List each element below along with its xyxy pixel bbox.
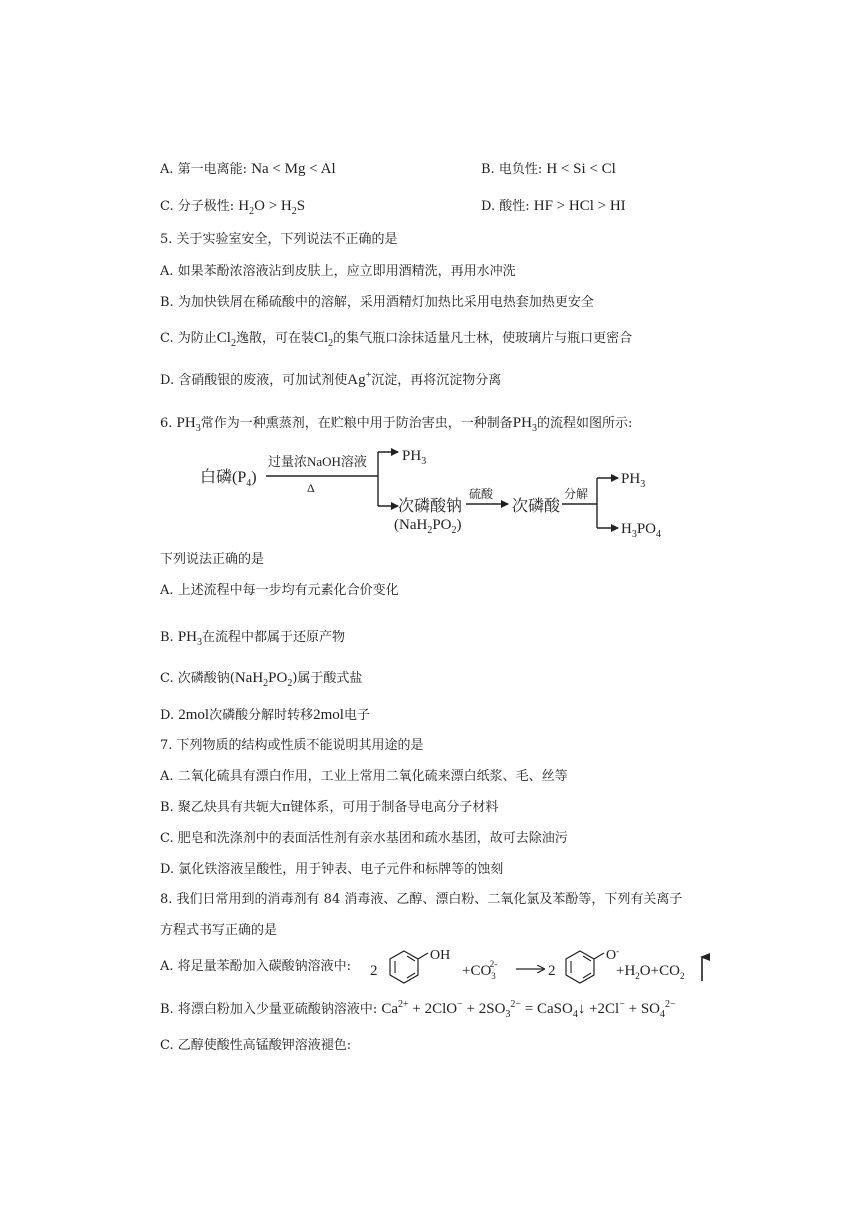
flow-start-white-phosphorus: 白磷$(P_4)$ (200, 469, 257, 489)
q5-stem: 5. 关于实验室安全，下列说法不正确的是 (160, 232, 398, 247)
flow-sodium-hypophosphite: 次磷酸钠 (398, 498, 463, 515)
q6-option-d: D. 2mol次磷酸分解时转移2mol电子 (160, 707, 370, 723)
q5-option-c-formula-1: $Cl_2$ (216, 330, 236, 349)
q5-option-b: B. 为加快铁屑在稀硫酸中的溶解，采用酒精灯加热比采用电热套加热更安全 (160, 295, 594, 310)
q6-stem: 6. $PH_3$常作为一种熏蒸剂，在贮粮中用于防治害虫，一种制备$PH_3$的流程如图所示: (160, 415, 633, 434)
flow-output-h3po4: $H_3PO_4$ (621, 521, 662, 540)
q7-option-c: C. 肥皂和洗涤剂中的表面活性剂有亲水基团和疏水基团，故可去除油污 (160, 831, 568, 846)
q6-option-b: B. $PH_3$在流程中都属于还原产物 (160, 629, 346, 648)
q4-option-c (160, 197, 305, 216)
phenol-ring-icon (390, 951, 428, 983)
q4-option-a-formula: Na < Mg < Al (251, 161, 336, 177)
q7-option-a: A. 二氧化硫具有漂白作用，工业上常用二氧化硫来漂白纸浆、毛、丝等 (160, 769, 568, 784)
q8-stem-line-2: 方程式书写正确的是 (160, 923, 278, 938)
eq-a-phenoxide-o: O- (606, 946, 620, 963)
q5-option-a: A. 如果苯酚浓溶液沾到皮肤上，应立即用酒精洗，再用水冲洗 (160, 264, 516, 279)
q8-option-a-equation (368, 945, 758, 985)
flow-step-sulfuric-acid: 硫酸 (469, 487, 494, 501)
q6-question: 下列说法正确的是 (160, 552, 265, 567)
q7-option-b: B. 聚乙炔具有共轭大π键体系，可用于制备导电高分子材料 (160, 800, 499, 815)
q4-option-b-label: B. 电负性: (481, 162, 543, 177)
q5-option-c: C. 为防止$Cl_2$逸散，可在装$Cl_2$的集气瓶口涂抹适量凡士林，使玻璃片与瓶口更密合 (160, 330, 633, 349)
q4-option-d (481, 197, 626, 216)
q8-stem-line-1: 8. 我们日常用到的消毒剂有 84 消毒液、乙醇、漂白粉、二氧化氯及苯酚等，下列有关离子 (160, 892, 683, 907)
q4-option-b (481, 160, 616, 179)
flow-output-ph3-2: $PH_3$ (621, 471, 646, 490)
q4-option-c-formula: $H_2O > H_2S$ (238, 198, 306, 217)
q5-option-d-ion: Ag+ (347, 370, 372, 388)
phenoxide-ring-icon (566, 951, 604, 983)
q6-option-c-formula: $NaH_2PO_2$ (234, 670, 293, 689)
q8-option-b: B. 将漂白粉加入少量亚硫酸钠溶液中: $Ca^{2+} + 2ClO^- + 2SO_3^{2-}$ = CaSO$_4$↓ $+2Cl^- + SO_4^{2-}$ (160, 999, 676, 1020)
flow-hypophosphorous-acid: 次磷酸 (512, 498, 561, 515)
q7-stem: 7. 下列物质的结构或性质不能说明其用途的是 (160, 738, 424, 753)
q6-option-b-formula: $PH_3$ (177, 629, 203, 648)
q8-option-a-label: A. 将足量苯酚加入碳酸钠溶液中: (160, 959, 352, 974)
q6-flow-diagram (0, 440, 868, 550)
q4-option-d-label: D. 酸性: (481, 199, 530, 214)
q5-option-d: D. 含硝酸银的废液，可加试剂使Ag+沉淀，再将沉淀物分离 (160, 370, 502, 388)
eq-a-coef-1: 2 (370, 963, 378, 979)
eq-a-carbonate: $+CO_32-$ (462, 959, 498, 981)
flow-sodium-hypophosphite-formula: $(NaH_2PO_2)$ (394, 517, 462, 536)
flow-step-decompose: 分解 (564, 487, 589, 501)
q4-option-a (160, 160, 336, 179)
q7-option-d: D. 氯化铁溶液呈酸性，用于钟表、电子元件和标牌等的蚀刻 (160, 862, 504, 877)
flow-reagent-naoh: 过量浓NaOH溶液 (268, 454, 367, 469)
q4-option-b-formula: H < Si < Cl (546, 161, 616, 177)
eq-a-hydroxyl: OH (430, 948, 451, 963)
q6-option-a: A. 上述流程中每一步均有元素化合价变化 (160, 583, 399, 598)
q6-option-c: C. 次磷酸钠$(NaH_2PO_2)$属于酸式盐 (160, 670, 363, 689)
q4-option-d-formula: HF > HCl > HI (533, 198, 626, 214)
eq-a-coef-2: 2 (548, 963, 556, 979)
q8-option-c: C. 乙醇使酸性高锰酸钾溶液褪色: (160, 1038, 352, 1053)
eq-a-products: $+H_2O+CO_2$ (616, 963, 685, 981)
q4-option-a-label: A. 第一电离能: (160, 162, 248, 177)
q8-option-b-equation: $Ca^{2+} + 2ClO^- + 2SO_3^{2-}$ = CaSO$_4$↓ $+2Cl^- + SO_4^{2-}$ (381, 999, 676, 1020)
flow-output-ph3-1: $PH_3$ (402, 448, 427, 467)
flow-condition-heat: Δ (307, 481, 315, 495)
q5-option-c-formula-2: $Cl_2$ (313, 330, 334, 349)
q6-stem-formula-1: $PH_3$ (176, 415, 201, 434)
q6-stem-formula-2: $PH_3$ (512, 415, 537, 434)
q4-option-c-label: C. 分子极性: (160, 199, 235, 214)
